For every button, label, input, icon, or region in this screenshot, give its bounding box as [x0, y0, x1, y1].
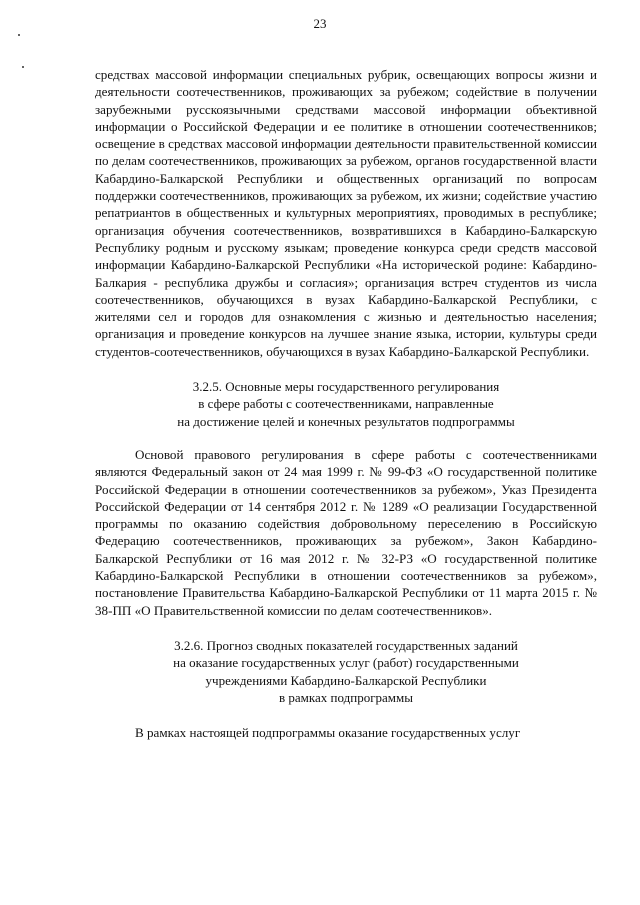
page-number: 23 — [313, 16, 327, 31]
paragraph-media-support: средствах массовой информации специальных рубрик, освещающих вопросы жизни и деятельности соотечественников, проживающих за рубежом; содействие в получении зарубежными русскоязычными средствами массовой информации объективной информации о Российской Федерации и ее политике в отношении соотечественников; освещение в средствах массовой информации деятельности правительственной комиссии по делам соотечественников, проживающих за рубежом, органов государственной власти Кабардино-Балкарской Республики и общественных организаций по вопросам поддержки соотечественников, проживающих за рубежом, их жизни; содействие участию репатриантов в общественных и культурных мероприятиях, проводимых в республике; организация обучения соотечественников, возвратившихся в Кабардино-Балкарскую Республику родным и русскому языкам; проведение конкурса среди средств массовой информации Кабардино-Балкарской Республики «На исторической родине: Кабардино-Балкария - республика дружбы и согласия»; организация встреч студентов из числа соотечественников, обучающихся в вузах Кабардино-Балкарской Республики, с жителями сел и городов для ознакомления с жизнью и деятельностью населения; организация и проведение конкурсов на лучшее знание языка, истории, культуры среди студентов-соотечественников, обучающихся в вузах Кабардино-Балкарской Республики. — [95, 67, 597, 359]
section-heading-3-2-5: 3.2.5. Основные меры государственного регулирования в сфере работы с соотечественниками, направленные на достижение целей и конечных результатов подпрограммы — [177, 379, 515, 429]
section-heading-3-2-6: 3.2.6. Прогноз сводных показателей государственных заданий на оказание государственных услуг (работ) государственными учреждениями Кабардино-Балкарской Республики в рамках подпрограммы — [173, 637, 519, 705]
scan-speck — [18, 34, 20, 36]
paragraph-legal-basis: Основой правового регулирования в сфере работы с соотечественниками являются Федеральный закон от 24 мая 1999 г. № 99-ФЗ «О государственной политике Российской Федерации в отношении соотечественников за рубежом», Указ Президента Российской Федерации от 14 сентября 2012 г. № 1289 «О реализации Государственной программы по оказанию содействия добровольному переселению в Российскую Федерацию соотечественников, проживающих за рубежом», Закон Кабардино-Балкарской Республики от 16 мая 2012 г. № 32-РЗ «О государственной политике Кабардино-Балкарской Республики в отношении соотечественников за рубежом», постановление Правительства Кабардино-Балкарской Республики от 11 марта 2015 г. № 38-ПП «О Правительственной комиссии по делам соотечественников». — [95, 446, 597, 618]
scan-speck — [22, 66, 24, 68]
document-body — [95, 66, 597, 741]
paragraph-forecast: В рамках настоящей подпрограммы оказание государственных услуг — [135, 725, 521, 741]
